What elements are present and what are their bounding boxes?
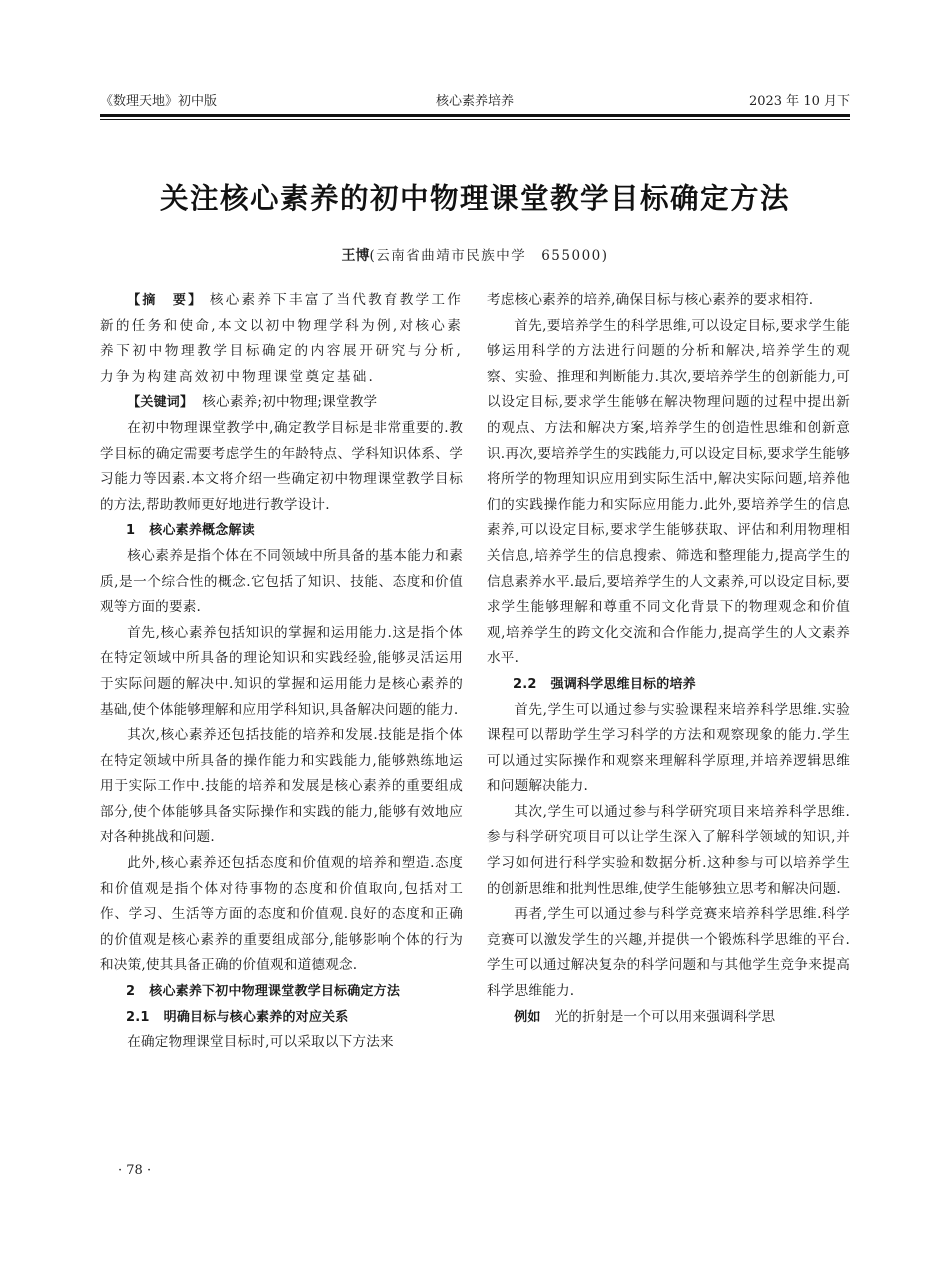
running-header [100, 88, 850, 110]
paragraph: 在确定物理课堂目标时,可以采取以下方法来 [127, 1034, 394, 1051]
example-label: 例如 [514, 1009, 541, 1025]
paragraph: 此外,核心素养还包括态度和价值观的培养和塑造.态度和价值观是指个体对待事物的态度和价值取向,包括对工作、学习、生活等方面的态度和价值观.良好的态度和正确的价值观是核心素养的重要组成部分,能够影响个体的行为和决策,使其具备正确的价值观和道德观念. [100, 855, 463, 974]
section-2-title: 核心素养下初中物理课堂教学目标确定方法 [149, 984, 401, 1000]
header-rule-thin [100, 119, 850, 120]
paragraph-continued: 考虑核心素养的培养,确保目标与核心素养的要求相符. [487, 292, 814, 308]
paragraph: 其次,核心素养还包括技能的培养和发展.技能是指个体在特定领域中所具备的操作能力和实践能力,能够熟练地运用于实际工作中.技能的培养和发展是核心素养的重要组成部分,使个体能够具备实际操作和实践的能力,能够有效地应对各种挑战和问题. [100, 727, 463, 846]
paragraph: 核心素养是指个体在不同领域中所具备的基本能力和素质,是一个综合性的概念.它包括了知识、技能、态度和价值观等方面的要素. [100, 547, 463, 616]
section-2-2-heading [487, 672, 850, 698]
section-2-1-heading [100, 1005, 463, 1031]
section-2-number: 2 [126, 984, 136, 1000]
example-text: 光的折射是一个可以用来强调科学思 [554, 1008, 776, 1025]
section-2-1-number: 2.1 [126, 1009, 150, 1025]
section-2-1-title: 明确目标与核心素养的对应关系 [163, 1009, 349, 1025]
paragraph: 首先,学生可以通过参与实验课程来培养科学思维.实验课程可以帮助学生学习科学的方法和观察现象的能力.学生可以通过实际操作和观察来理解科学原理,并培养逻辑思维和问题解决能力. [487, 701, 850, 795]
header-rule-thick [100, 114, 850, 117]
right-column [487, 288, 850, 1030]
section-2-2-title: 强调科学思维目标的培养 [550, 676, 696, 692]
section-2-2-number: 2.2 [513, 676, 537, 692]
keywords [100, 390, 463, 416]
paragraph: 其次,学生可以通过参与科学研究项目来培养科学思维.参与科学研究项目可以让学生深入了解科学领域的知识,并学习如何进行科学实验和数据分析.这种参与可以培养学生的创新思维和批判性思维,使学生能够独立思考和解决问题. [487, 803, 850, 897]
article-title: 关注核心素养的初中物理课堂教学目标确定方法 [159, 182, 790, 215]
paragraph: 再者,学生可以通过参与科学竞赛来培养科学思维.科学竞赛可以激发学生的兴趣,并提供一个锻炼科学思维的平台.学生可以通过解决复杂的科学问题和与其他学生竞争来提高科学思维能力. [487, 906, 850, 1000]
journal-name: 《数理天地》初中版 [100, 94, 218, 109]
page-number: · 78 · [118, 1163, 152, 1178]
keywords-text: 核心素养;初中物理;课堂教学 [202, 394, 378, 411]
author-name: 王博 [341, 248, 370, 264]
example-paragraph [487, 1005, 850, 1031]
left-column [100, 288, 463, 1056]
author-affiliation: (云南省曲靖市民族中学 655000) [369, 248, 609, 264]
issue-date: 2023 年 10 月下 [748, 94, 850, 109]
section-2-heading [100, 979, 463, 1005]
intro-paragraph: 在初中物理课堂教学中,确定教学目标是非常重要的.教学目标的确定需要考虑学生的年龄特点、学科知识体系、学习能力等因素.本文将介绍一些确定初中物理课堂教学目标的方法,帮助教师更好地进行教学设计. [100, 419, 463, 513]
keywords-label: 【关键词】 [127, 395, 194, 411]
abstract [100, 288, 463, 390]
paragraph: 首先,要培养学生的科学思维,可以设定目标,要求学生能够运用科学的方法进行问题的分析和解决,培养学生的观察、实验、推理和判断能力.其次,要培养学生的创新能力,可以设定目标,要求学生能够在解决物理问题的过程中提出新的观点、方法和解决方案,培养学生的创造性思维和创新意识.再次,要培养学生的实践能力,可以设定目标,要求学生能够将所学的物理知识应用到实际生活中,解决实际问题,培养他们的实践操作能力和实际应用能力.此外,要培养学生的信息素养,可以设定目标,要求学生能够获取、评估和利用物理相关信息,培养学生的信息搜索、筛选和整理能力,提高学生的信息素养水平.最后,要培养学生的人文素养,可以设定目标,要求学生能够理解和尊重不同文化背景下的物理观念和价值观,培养学生的跨文化交流和合作能力,提高学生的人文素养水平. [487, 317, 850, 667]
paragraph: 首先,核心素养包括知识的掌握和运用能力.这是指个体在特定领域中所具备的理论知识和实践经验,能够灵活运用于实际问题的解决中.知识的掌握和运用能力是核心素养的基础,使个体能够理解和应用学科知识,具备解决问题的能力. [100, 624, 463, 718]
author-line [100, 244, 850, 265]
section-1-title: 核心素养概念解读 [149, 523, 255, 539]
section-1-heading [100, 518, 463, 544]
section-1-number: 1 [126, 523, 136, 539]
abstract-label: 【摘 要】 [127, 293, 204, 308]
section-name: 核心素养培养 [435, 94, 514, 109]
abstract-text: 核心素养下丰富了当代教育教学工作新的任务和使命,本文以初中物理学科为例,对核心素养下初中物理教学目标确定的内容展开研究与分析,力争为构建高效初中物理课堂奠定基础. [100, 292, 463, 385]
